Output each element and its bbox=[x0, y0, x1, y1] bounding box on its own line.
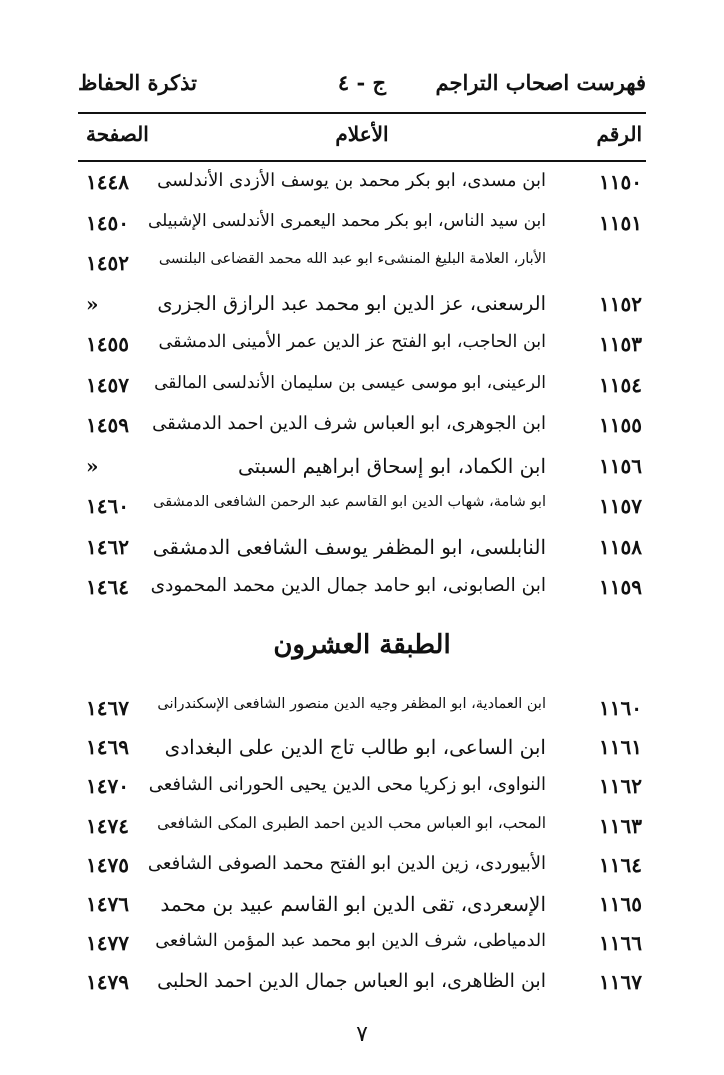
entry-page: ١٤٦٩ bbox=[86, 735, 129, 760]
index-entry bbox=[78, 454, 646, 492]
index-entry bbox=[78, 211, 646, 249]
entry-page: » bbox=[86, 291, 99, 316]
entry-name: المحب، ابو العباس محب الدين احمد الطبرى المكى الشافعى bbox=[157, 813, 546, 832]
entry-name: ابن العمادية، ابو المظفر وجيه الدين منصور الشافعى الإسكندرانى bbox=[157, 696, 546, 712]
entry-number: ١١٥٩ bbox=[599, 575, 642, 599]
index-entry bbox=[78, 535, 646, 573]
entry-page: ١٤٧٤ bbox=[86, 813, 129, 838]
entry-number: ١١٦١ bbox=[599, 735, 642, 760]
index-entry bbox=[78, 332, 646, 370]
entry-page: ١٤٧٦ bbox=[86, 892, 129, 916]
entry-name: ابن الكماد، ابو إسحاق ابراهيم السبتى bbox=[238, 453, 546, 478]
entry-number: ١١٦٠ bbox=[599, 696, 642, 720]
running-header bbox=[78, 70, 646, 106]
entry-number: ١١٥٢ bbox=[599, 291, 642, 316]
column-header-rule bbox=[78, 160, 646, 162]
entry-page: » bbox=[86, 453, 99, 478]
header-volume: ج - ٤ bbox=[337, 70, 387, 95]
entry-page: ١٤٧٠ bbox=[86, 774, 129, 799]
entry-page: ١٤٥٥ bbox=[86, 332, 129, 356]
index-entry bbox=[78, 892, 646, 930]
entry-number: ١١٥٧ bbox=[599, 494, 642, 518]
index-entry bbox=[78, 575, 646, 613]
index-entry bbox=[78, 494, 646, 532]
entry-page: ١٤٦٠ bbox=[86, 494, 129, 518]
section-heading: الطبقة العشرون bbox=[273, 630, 451, 660]
entry-name: ابن الجوهرى، ابو العباس شرف الدين احمد الدمشقى bbox=[152, 413, 546, 434]
entry-name: ابو شامة، شهاب الدين ابو القاسم عبد الرحمن الشافعى الدمشقى bbox=[153, 494, 546, 510]
entry-page: ١٤٤٨ bbox=[86, 170, 129, 194]
entry-name: النابلسى، ابو المظفر يوسف الشافعى الدمشقى bbox=[152, 534, 546, 559]
entry-number: ١١٥٨ bbox=[599, 534, 642, 559]
entry-page: ١٤٥٩ bbox=[86, 413, 129, 437]
entry-number: ١١٦٣ bbox=[599, 813, 642, 838]
entry-name: ابن الحاجب، ابو الفتح عز الدين عمر الأمينى الدمشقى bbox=[158, 332, 546, 352]
column-header-name: الأعلام bbox=[335, 122, 389, 146]
index-entry bbox=[78, 413, 646, 451]
entry-number: ١١٦٦ bbox=[599, 931, 642, 956]
entry-number: ١١٥٦ bbox=[599, 453, 642, 478]
column-header-number: الرقم bbox=[596, 122, 642, 146]
column-header-page: الصفحة bbox=[86, 122, 149, 146]
index-entry bbox=[78, 970, 646, 1008]
entry-name: ابن الساعى، ابو طالب تاج الدين على البغدادى bbox=[164, 735, 546, 760]
index-entry bbox=[78, 251, 646, 289]
entry-page: ١٤٦٧ bbox=[86, 696, 129, 720]
entry-name: النواوى، ابو زكريا محى الدين يحيى الحورانى الشافعى bbox=[148, 774, 546, 796]
index-entry bbox=[78, 853, 646, 891]
entry-name: الأبيوردى، زين الدين ابو الفتح محمد الصوفى الشافعى bbox=[147, 852, 546, 874]
entry-page: ١٤٦٤ bbox=[86, 575, 129, 599]
entry-number: ١١٦٧ bbox=[599, 970, 642, 995]
entry-name: ابن مسدى، ابو بكر محمد بن يوسف الأزدى الأندلسى bbox=[157, 170, 546, 191]
index-entry bbox=[78, 774, 646, 812]
entry-name: ابن الصابونى، ابو حامد جمال الدين محمد المحمودى bbox=[150, 575, 546, 596]
entry-page: ١٤٥٠ bbox=[86, 210, 129, 235]
entry-name: الدمياطى، شرف الدين ابو محمد عبد المؤمن الشافعى bbox=[155, 931, 546, 952]
index-entry bbox=[78, 170, 646, 208]
entry-name: ابن سيد الناس، ابو بكر محمد اليعمرى الأندلسى الإشبيلى bbox=[148, 210, 546, 231]
index-entry bbox=[78, 373, 646, 411]
entry-name: الرعينى، ابو موسى عيسى بن سليمان الأندلسى المالقى bbox=[154, 372, 546, 393]
entry-name: الرسعنى، عز الدين ابو محمد عبد الرازق الجزرى bbox=[157, 291, 546, 315]
entry-name: الأبار، العلامة البليغ المنشىء ابو عبد الله محمد القضاعى البلنسى bbox=[158, 251, 546, 267]
entry-page: ١٤٧٥ bbox=[86, 852, 129, 877]
index-entry bbox=[78, 931, 646, 969]
header-book-title: تذكرة الحفاظ bbox=[78, 70, 197, 95]
header-rule bbox=[78, 112, 646, 114]
entry-number: ١١٥٤ bbox=[599, 372, 642, 397]
index-entry bbox=[78, 696, 646, 734]
entry-number: ١١٦٥ bbox=[599, 892, 642, 916]
index-entry bbox=[78, 735, 646, 773]
entry-name: ابن الظاهرى، ابو العباس جمال الدين احمد الحلبى bbox=[157, 970, 546, 993]
entry-number: ١١٦٢ bbox=[599, 774, 642, 799]
entry-number: ١١٦٤ bbox=[599, 852, 642, 877]
entry-page: ١٤٦٢ bbox=[86, 534, 129, 559]
index-entry bbox=[78, 814, 646, 852]
entry-page: ١٤٧٩ bbox=[86, 970, 129, 995]
entry-name: الإسعردى، تقى الدين ابو القاسم عبيد بن محمد bbox=[160, 892, 546, 916]
page-number: ٧ bbox=[356, 1022, 368, 1047]
entry-number: ١١٥١ bbox=[599, 210, 642, 235]
entry-number: ١١٥٥ bbox=[599, 413, 642, 437]
entry-number: ١١٥٠ bbox=[599, 170, 642, 194]
entry-number: ١١٥٣ bbox=[599, 332, 642, 356]
entry-page: ١٤٧٧ bbox=[86, 931, 129, 956]
index-entry bbox=[78, 292, 646, 330]
header-section-title: فهرست اصحاب التراجم bbox=[435, 70, 646, 95]
entry-page: ١٤٥٢ bbox=[86, 251, 129, 275]
entry-page: ١٤٥٧ bbox=[86, 372, 129, 397]
